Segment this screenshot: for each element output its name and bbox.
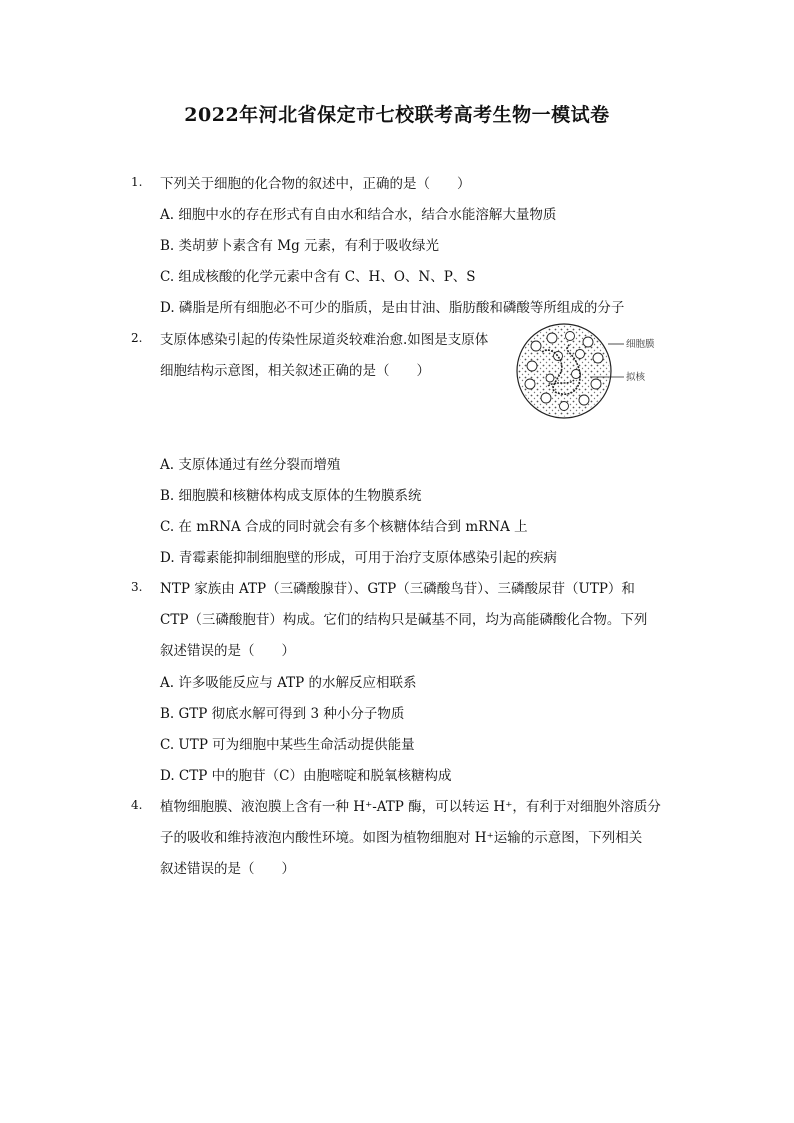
question-stem: 支原体感染引起的传染性尿道炎较难治愈.如图是支原体 <box>160 332 489 348</box>
option-a: A. 细胞中水的存在形式有自由水和结合水，结合水能溶解大量物质 <box>160 207 557 223</box>
option-b: B. 细胞膜和核糖体构成支原体的生物膜系统 <box>160 488 422 504</box>
option-d: D. 磷脂是所有细胞必不可少的脂质，是由甘油、脂肪酸和磷酸等所组成的分子 <box>160 300 625 316</box>
option-a: A. 许多吸能反应与 ATP 的水解反应相联系 <box>160 675 417 691</box>
page-title: 2022年河北省保定市七校联考高考生物一模试卷 <box>184 104 610 126</box>
option-b: B. 类胡萝卜素含有 Mg 元素，有利于吸收绿光 <box>160 238 440 254</box>
question-number: 3. <box>131 580 143 594</box>
nucleoid-label: 拟核 <box>626 372 646 383</box>
question-stem: NTP 家族由 ATP（三磷酸腺苷）、GTP（三磷酸鸟苷）、三磷酸尿苷（UTP）和 <box>160 581 635 597</box>
option-c: C. 在 mRNA 合成的同时就会有多个核糖体结合到 mRNA 上 <box>160 519 528 535</box>
question-number: 2. <box>131 331 143 345</box>
mycoplasma-cell-diagram <box>512 322 672 422</box>
option-c: C. 组成核酸的化学元素中含有 C、H、O、N、P、S <box>160 269 476 285</box>
question-stem: 植物细胞膜、液泡膜上含有一种 H⁺-ATP 酶，可以转运 H⁺，有利于对细胞外溶质分 <box>160 799 661 815</box>
question-number: 1. <box>131 175 143 189</box>
question-stem: 子的吸收和维持液泡内酸性环境。如图为植物细胞对 H⁺运输的示意图，下列相关 <box>160 830 643 846</box>
question-stem: 叙述错误的是（ ） <box>160 643 295 659</box>
option-c: C. UTP 可为细胞中某些生命活动提供能量 <box>160 737 415 753</box>
option-d: D. 青霉素能抑制细胞壁的形成，可用于治疗支原体感染引起的疾病 <box>160 550 557 566</box>
question-number: 4. <box>131 798 143 812</box>
option-d: D. CTP 中的胞苷（C）由胞嘧啶和脱氧核糖构成 <box>160 768 452 784</box>
question-stem: 叙述错误的是（ ） <box>160 861 295 877</box>
question-stem: CTP（三磷酸胞苷）构成。它们的结构只是碱基不同，均为高能磷酸化合物。下列 <box>160 612 648 628</box>
question-stem: 下列关于细胞的化合物的叙述中，正确的是（ ） <box>160 176 471 192</box>
option-b: B. GTP 彻底水解可得到 3 种小分子物质 <box>160 706 405 722</box>
membrane-label: 细胞膜 <box>626 339 655 350</box>
option-a: A. 支原体通过有丝分裂而增殖 <box>160 457 341 473</box>
question-stem: 细胞结构示意图，相关叙述正确的是（ ） <box>160 363 430 379</box>
